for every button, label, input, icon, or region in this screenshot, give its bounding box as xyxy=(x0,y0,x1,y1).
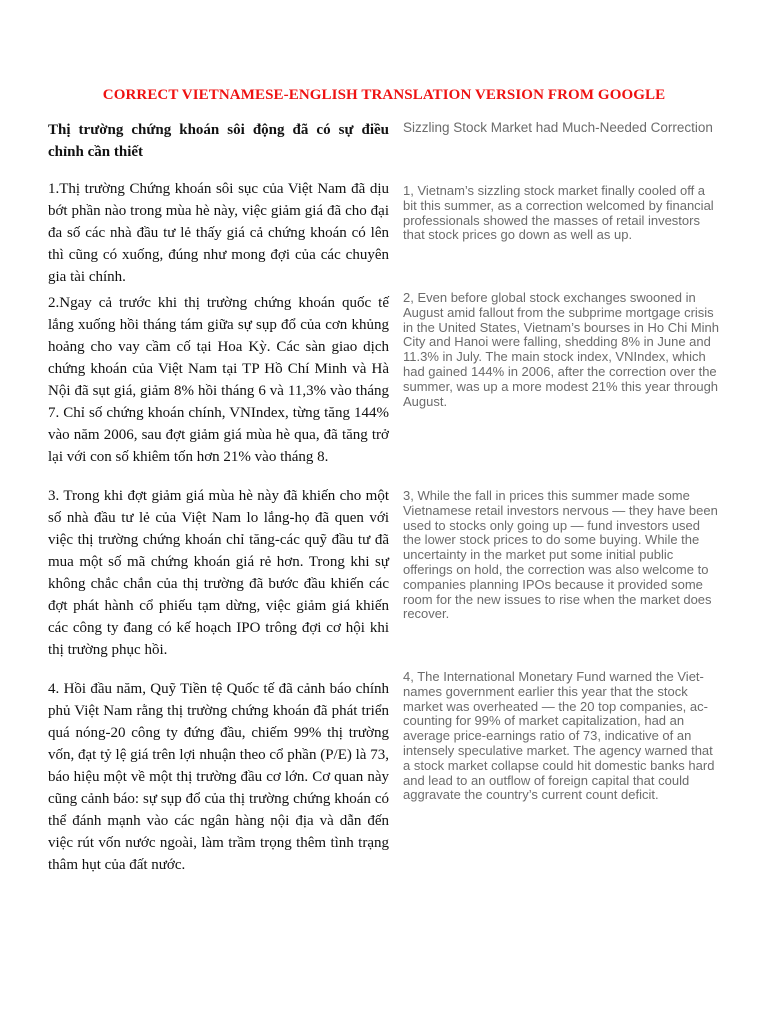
paragraph-2-english: 2, Even before global stock exchanges swooned in August amid fallout from the subprime mortgage crisis in the United States, Vietnam’s bourses in Ho Chi Minh City and Hanoi were falling, shedding 8% in June and 11.3% in July. The main stock index, VNIndex, which had gained 144% in 2006, after the correction over the summer, was up a more modest 21% this year through August. xyxy=(403,290,720,409)
paragraph-4-vietnamese: 4. Hồi đầu năm, Quỹ Tiền tệ Quốc tế đã cảnh báo chính phủ Việt Nam rằng thị trường chứng khoán đã phát triển quá nóng-20 công ty đứng đầu, chiếm 99% thị trường vốn, đạt tỷ lệ giá trên lợi nhuận theo cổ phần (P/E) là 73, báo hiệu một về một thị trường đầu cơ lớn. Cơ quan này cũng cảnh báo: sự sụp đổ của thị trường chứng khoán có thể đánh mạnh vào các ngân hàng nội địa và dẫn đến việc rút vốn nước ngoài, làm trầm trọng thêm tình trạng thâm hụt của đất nước. xyxy=(48,681,389,873)
document-title: CORRECT VIETNAMESE-ENGLISH TRANSLATION VERSION FROM GOOGLE xyxy=(102,87,666,103)
paragraph-3-english: 3, While the fall in prices this summer made some Vietnamese retail investors nervous — they have been used to stocks only going up — fund investors used the lower stock prices to do some buying. While the uncertainty in the market put some initial public offerings on hold, the correction was also welcome to companies planning IPOs because it provided some room for the new issues to rise when the market does recover. xyxy=(403,488,718,622)
heading-vietnamese: Thị trường chứng khoán sôi động đã có sự điều chỉnh cần thiết xyxy=(48,122,389,160)
paragraph-2-vietnamese: 2.Ngay cả trước khi thị trường chứng khoán quốc tế lắng xuống hồi tháng tám giữa sự sụp đổ của cơn khủng hoảng cho vay cầm cố tại Hoa Kỳ. Các sàn giao dịch chứng khoán của Việt Nam tại TP Hồ Chí Minh và Hà Nội đã sụt giá, giảm 8% hồi tháng 6 và 11,3% vào tháng 7. Chỉ số chứng khoán chính, VNIndex, từng tăng 144% vào năm 2006, sau đợt giảm giá mùa hè qua, đã tăng trở lại với con số khiêm tốn hơn 21% vào tháng 8. xyxy=(48,295,389,465)
paragraph-4-english: 4, The International Monetary Fund warned the Viet- names government earlier this year that the stock market was overheated — the 20 top companies, ac- counting for 99% of market capitalization, had an average price-earnings ratio of 73, indicative of an intensely speculative market. The agency warned that a stock market collapse could hit domestic banks hard and lead to an outflow of foreign capital that could aggravate the country’s current count deficit. xyxy=(403,669,715,803)
paragraph-1-english: 1, Vietnam’s sizzling stock market finally cooled off a bit this summer, as a correction welcomed by financial professionals showed the masses of retail investors that stock prices go down as well as up. xyxy=(403,183,714,243)
paragraph-1-vietnamese: 1.Thị trường Chứng khoán sôi sục của Việt Nam đã dịu bớt phần nào trong mùa hè này, việc giảm giá đã cho đại đa số các nhà đầu tư lẻ thấy giá cả chứng khoán có lên thì cũng có xuống, đúng như mong đợi của các chuyên gia tài chính. xyxy=(48,181,389,285)
paragraph-3-vietnamese: 3. Trong khi đợt giảm giá mùa hè này đã khiến cho một số nhà đầu tư lẻ của Việt Nam lo lắng-họ đã quen với việc thị trường chứng khoán chỉ tăng-các quỹ đầu tư đã mua một số mã chứng khoán giá rẻ hơn. Trong khi sự không chắc chắn của thị trường đã bước đầu khiến các đợt phát hành cổ phiếu tạm dừng, việc giảm giá khiến các công ty đang có kế hoạch IPO trông đợi cơ hội khi thị trường phục hồi. xyxy=(48,488,389,658)
heading-english: Sizzling Stock Market had Much-Needed Correction xyxy=(403,120,713,135)
